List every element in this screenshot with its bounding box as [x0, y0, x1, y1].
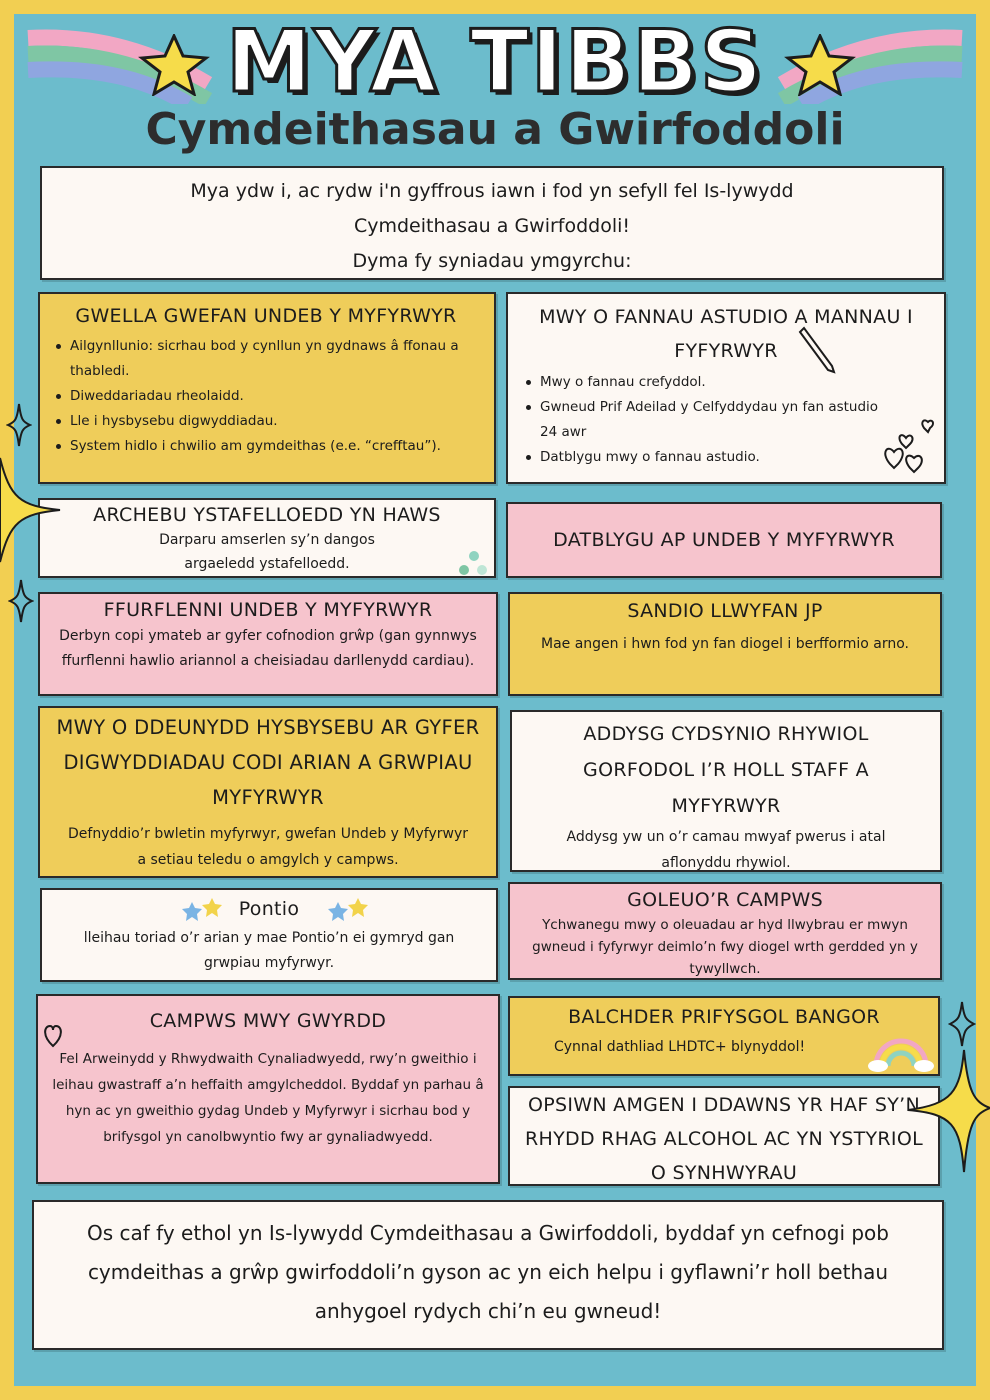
forms-card-title: FFURFLENNI UNDEB Y MYFYRWYR	[103, 599, 433, 621]
list-item: Diweddariadau rheolaidd.	[48, 384, 484, 409]
sparkle-icon	[8, 578, 34, 624]
consent-card	[510, 710, 942, 872]
rooms-card-title: ARCHEBU YSTAFELLOEDD YN HAWS	[93, 504, 441, 526]
pride-card	[508, 996, 940, 1076]
greener-card-body: Fel Arweinydd y Rhwydwaith Cynaliadwyedd, rwy’n gweithio i leihau gwastraff a’n heffaith amgylcheddol. Byddaf yn parhau â hyn ac yn gweithio gydag Undeb y Myfyrwyr i sicrhau bod y brifysgol yn canolbwyntio fwy ar gynaliadwyedd.	[52, 1051, 484, 1145]
lighting-card-title: GOLEUO’R CAMPWS	[627, 889, 823, 911]
pride-card-title: BALCHDER PRIFYSGOL BANGOR	[568, 1006, 880, 1028]
pontio-card-body: lleihau toriad o’r arian y mae Pontio’n ei gymryd gan grwpiau myfyrwyr.	[83, 930, 455, 971]
study-spaces-card-title: MWY O FANNAU ASTUDIO A MANNAU I FYFYRWYR	[539, 306, 913, 363]
website-card	[38, 292, 496, 484]
consent-card-body: Addysg yw un o’r camau mwyaf pwerus i atal aflonyddu rhywiol.	[566, 829, 886, 871]
jp-stage-card	[508, 592, 942, 696]
forms-card	[38, 592, 498, 696]
jp-stage-card-body: Mae angen i hwn fod yn fan diogel i berfformio arno.	[540, 636, 910, 652]
page-subtitle: Cymdeithasau a Gwirfoddoli	[145, 104, 845, 155]
rooms-card	[38, 498, 496, 578]
greener-card	[36, 994, 500, 1184]
stars-icon	[326, 894, 372, 926]
list-item: Datblygu mwy o fannau astudio.	[518, 445, 894, 470]
pencil-icon	[794, 324, 840, 376]
app-card	[506, 502, 942, 578]
sparkle-icon	[0, 448, 70, 568]
list-item: Gwneud Prif Adeilad y Celfyddydau yn fan astudio 24 awr	[518, 395, 894, 445]
summer-ball-card	[508, 1086, 940, 1186]
jp-stage-card-title: SANDIO LLWYFAN JP	[627, 600, 823, 622]
website-card-list	[48, 334, 484, 459]
hearts-icon	[880, 398, 940, 478]
website-card-title: GWELLA GWEFAN UNDEB Y MYFYRWYR	[75, 305, 457, 327]
greener-card-title: CAMPWS MWY GWYRDD	[149, 1010, 387, 1032]
forms-card-body: Derbyn copi ymateb ar gyfer cofnodion grŵp (gan gynnwys ffurflenni hawlio ariannol a cheisiadau darllenydd cardiau).	[59, 628, 477, 669]
sparkle-icon	[948, 1000, 976, 1048]
heart-icon	[40, 1020, 66, 1050]
sparkle-icon	[904, 1046, 990, 1176]
intro-line-1: Mya ydw i, ac rydw i'n gyffrous iawn i fod yn sefyll fel Is-lywydd	[190, 180, 794, 202]
closing-text: Os caf fy ethol yn Is-lywydd Cymdeithasau a Gwirfoddoli, byddaf yn cefnogi pob cymdeithas a grŵp gwirfoddoli’n gyson ac yn eich helpu i gyflawni’r holl bethau anhygoel rydych chi’n eu gwneud!	[86, 1221, 889, 1323]
lighting-card	[508, 882, 942, 980]
app-card-title: DATBLYGU AP UNDEB Y MYFYRWYR	[553, 529, 895, 551]
list-item: Lle i hysbysebu digwyddiadau.	[48, 409, 484, 434]
advertising-card	[38, 706, 498, 878]
list-item: Mwy o fannau crefyddol.	[518, 370, 894, 395]
pontio-card	[40, 888, 498, 982]
pride-card-body: Cynnal dathliad LHDTC+ blynyddol!	[554, 1039, 806, 1055]
lighting-card-body: Ychwanegu mwy o oleuadau ar hyd llwybrau er mwyn gwneud i fyfyrwyr deimlo’n fwy diogel wrth gerdded yn y tywyllwch.	[532, 917, 918, 977]
summer-ball-card-title: OPSIWN AMGEN I DDAWNS YR HAF SY’N RHYDD RHAG ALCOHOL AC YN YSTYRIOL O SYNHWYRAU	[525, 1094, 923, 1184]
intro-line-3: Dyma fy syniadau ymgyrchu:	[352, 250, 632, 272]
sparkle-icon	[6, 402, 32, 448]
rooms-card-body: Darparu amserlen sy’n dangos argaeledd ystafelloedd.	[159, 532, 375, 572]
intro-card	[40, 166, 944, 280]
pontio-card-title: Pontio	[238, 898, 300, 920]
advertising-card-title: MWY O DDEUNYDD HYSBYSEBU AR GYFER DIGWYDDIADAU CODI ARIAN A GRWPIAU MYFYRWYR	[56, 716, 480, 809]
page-title: MYA TIBBS	[226, 12, 764, 112]
closing-card	[32, 1200, 944, 1350]
list-item: System hidlo i chwilio am gymdeithas (e.e. “crefftau”).	[48, 434, 484, 459]
intro-line-2: Cymdeithasau a Gwirfoddoli!	[353, 215, 631, 237]
stars-icon	[180, 894, 226, 926]
consent-card-title: ADDYSG CYDSYNIO RHYWIOL GORFODOL I’R HOLL STAFF A MYFYRWYR	[583, 723, 869, 817]
advertising-card-body: Defnyddio’r bwletin myfyrwyr, gwefan Undeb y Myfyrwyr a setiau teledu o amgylch y campws.	[68, 826, 468, 868]
study-spaces-card-list	[518, 370, 934, 470]
study-spaces-card	[506, 292, 946, 484]
flowers-icon	[452, 548, 492, 582]
list-item: Ailgynllunio: sicrhau bod y cynllun yn gydnaws â ffonau a thabledi.	[48, 334, 484, 384]
